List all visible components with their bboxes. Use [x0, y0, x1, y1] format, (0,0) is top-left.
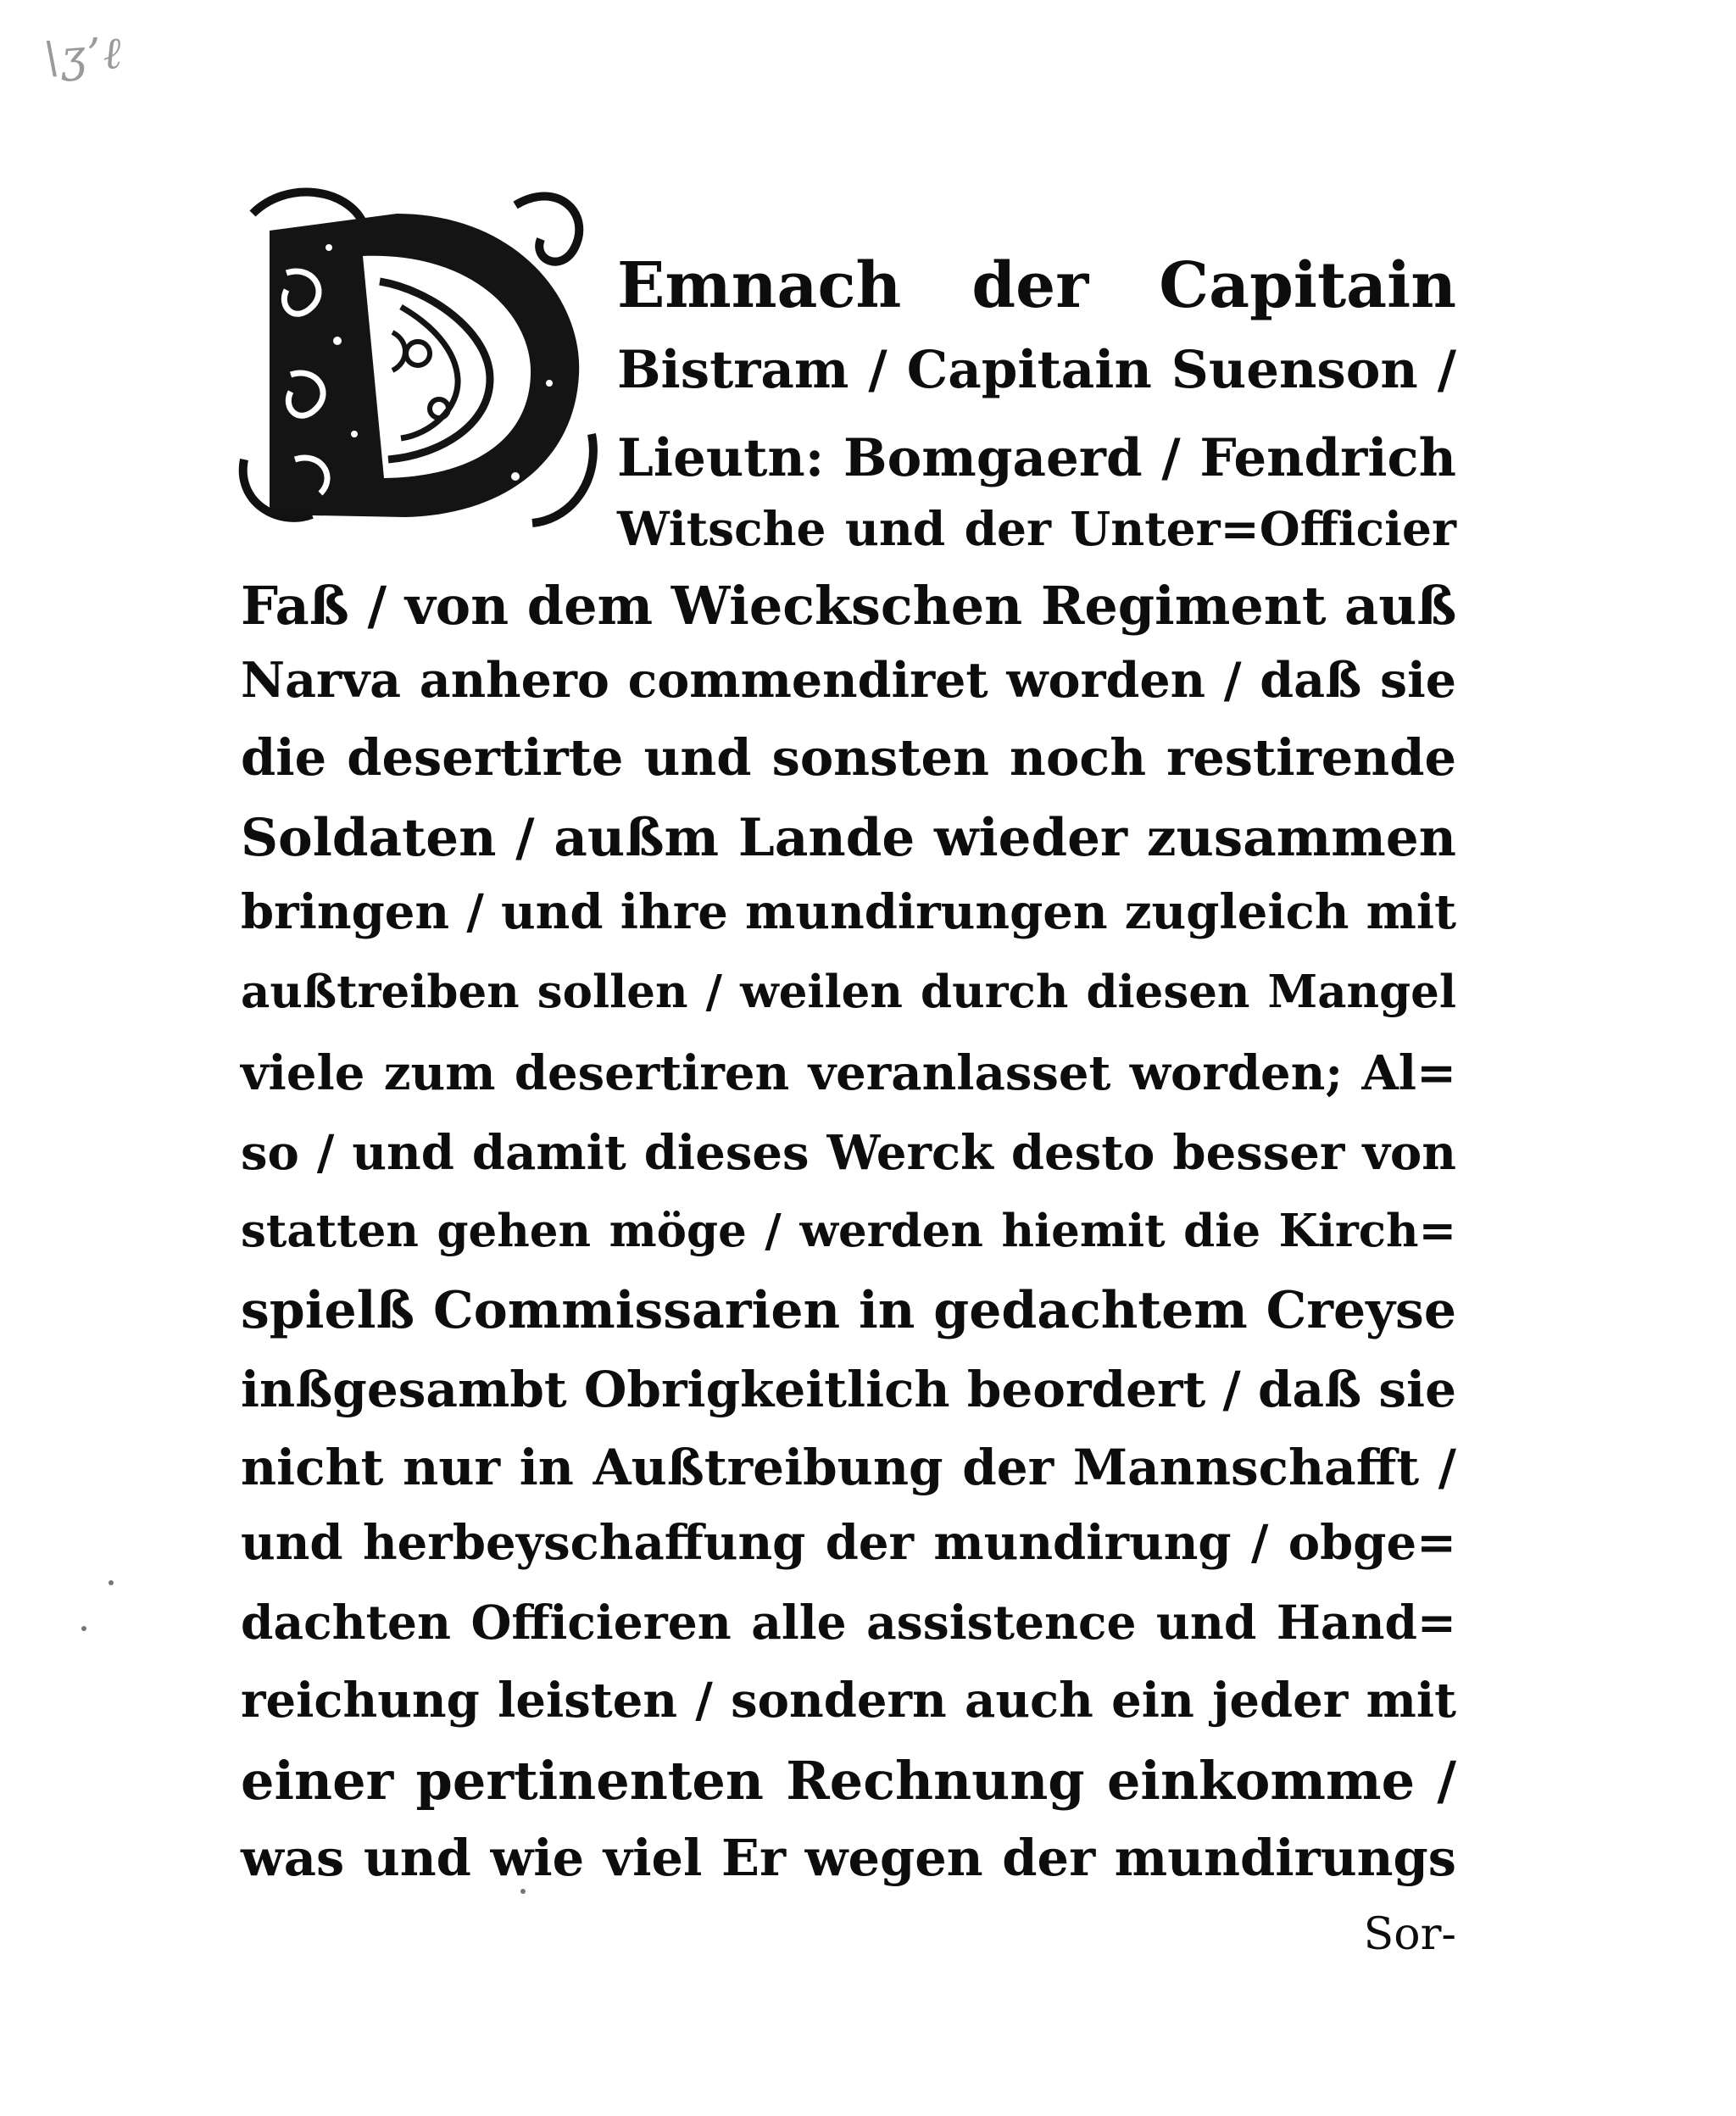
text-line: und herbeyschaffung der mundirung / obge=: [241, 1515, 1456, 1571]
text-line: Witsche und der Unter=Officier: [617, 501, 1456, 556]
text-line: spielß Commissarien in gedachtem Creyse: [241, 1281, 1456, 1340]
text-line: Lieutn: Bomgaerd / Fendrich: [617, 428, 1456, 488]
text-line: statten gehen möge / werden hiemit die Kirch=: [241, 1205, 1456, 1257]
text-line: einer pertinenten Rechnung einkomme /: [241, 1750, 1456, 1812]
text-line: Narva anhero commendiret worden / daß sie: [241, 652, 1456, 709]
text-line: viele zum desertiren veranlasset worden; Al=: [241, 1045, 1456, 1101]
text-line: inßgesambt Obrigkeitlich beordert / daß sie: [241, 1361, 1456, 1418]
text-line: Bistram / Capitain Suenson /: [617, 340, 1456, 400]
text-line: nicht nur in Außtreibung der Mannschafft /: [241, 1439, 1456, 1496]
catchword: Sor-: [1363, 1909, 1456, 1960]
text-line: außtreiben sollen / weilen durch diesen Mangel: [241, 966, 1456, 1018]
text-line: reichung leisten / sondern auch ein jeder mit: [241, 1673, 1456, 1729]
paper-speck: [108, 1580, 114, 1585]
paper-speck: [81, 1626, 86, 1631]
text-line: Soldaten / außm Lande wieder zusammen: [241, 808, 1456, 868]
paper-speck: [520, 1889, 526, 1894]
text-line: dachten Officieren alle assistence und Hand=: [241, 1595, 1456, 1650]
pencil-marginalia: \ʒ’ℓ: [42, 27, 125, 85]
text-line: die desertirte und sonsten noch restirende: [241, 728, 1456, 787]
text-line: bringen / und ihre mundirungen zugleich mit: [241, 884, 1456, 940]
ornamental-initial-icon: [236, 180, 598, 534]
text-line: so / und damit dieses Werck desto besser von: [241, 1125, 1456, 1181]
text-line: Faß / von dem Wieckschen Regiment auß: [241, 575, 1457, 637]
text-line: Emnach der Capitain: [617, 249, 1456, 322]
text-line: was und wie viel Er wegen der mundirungs: [241, 1829, 1456, 1887]
